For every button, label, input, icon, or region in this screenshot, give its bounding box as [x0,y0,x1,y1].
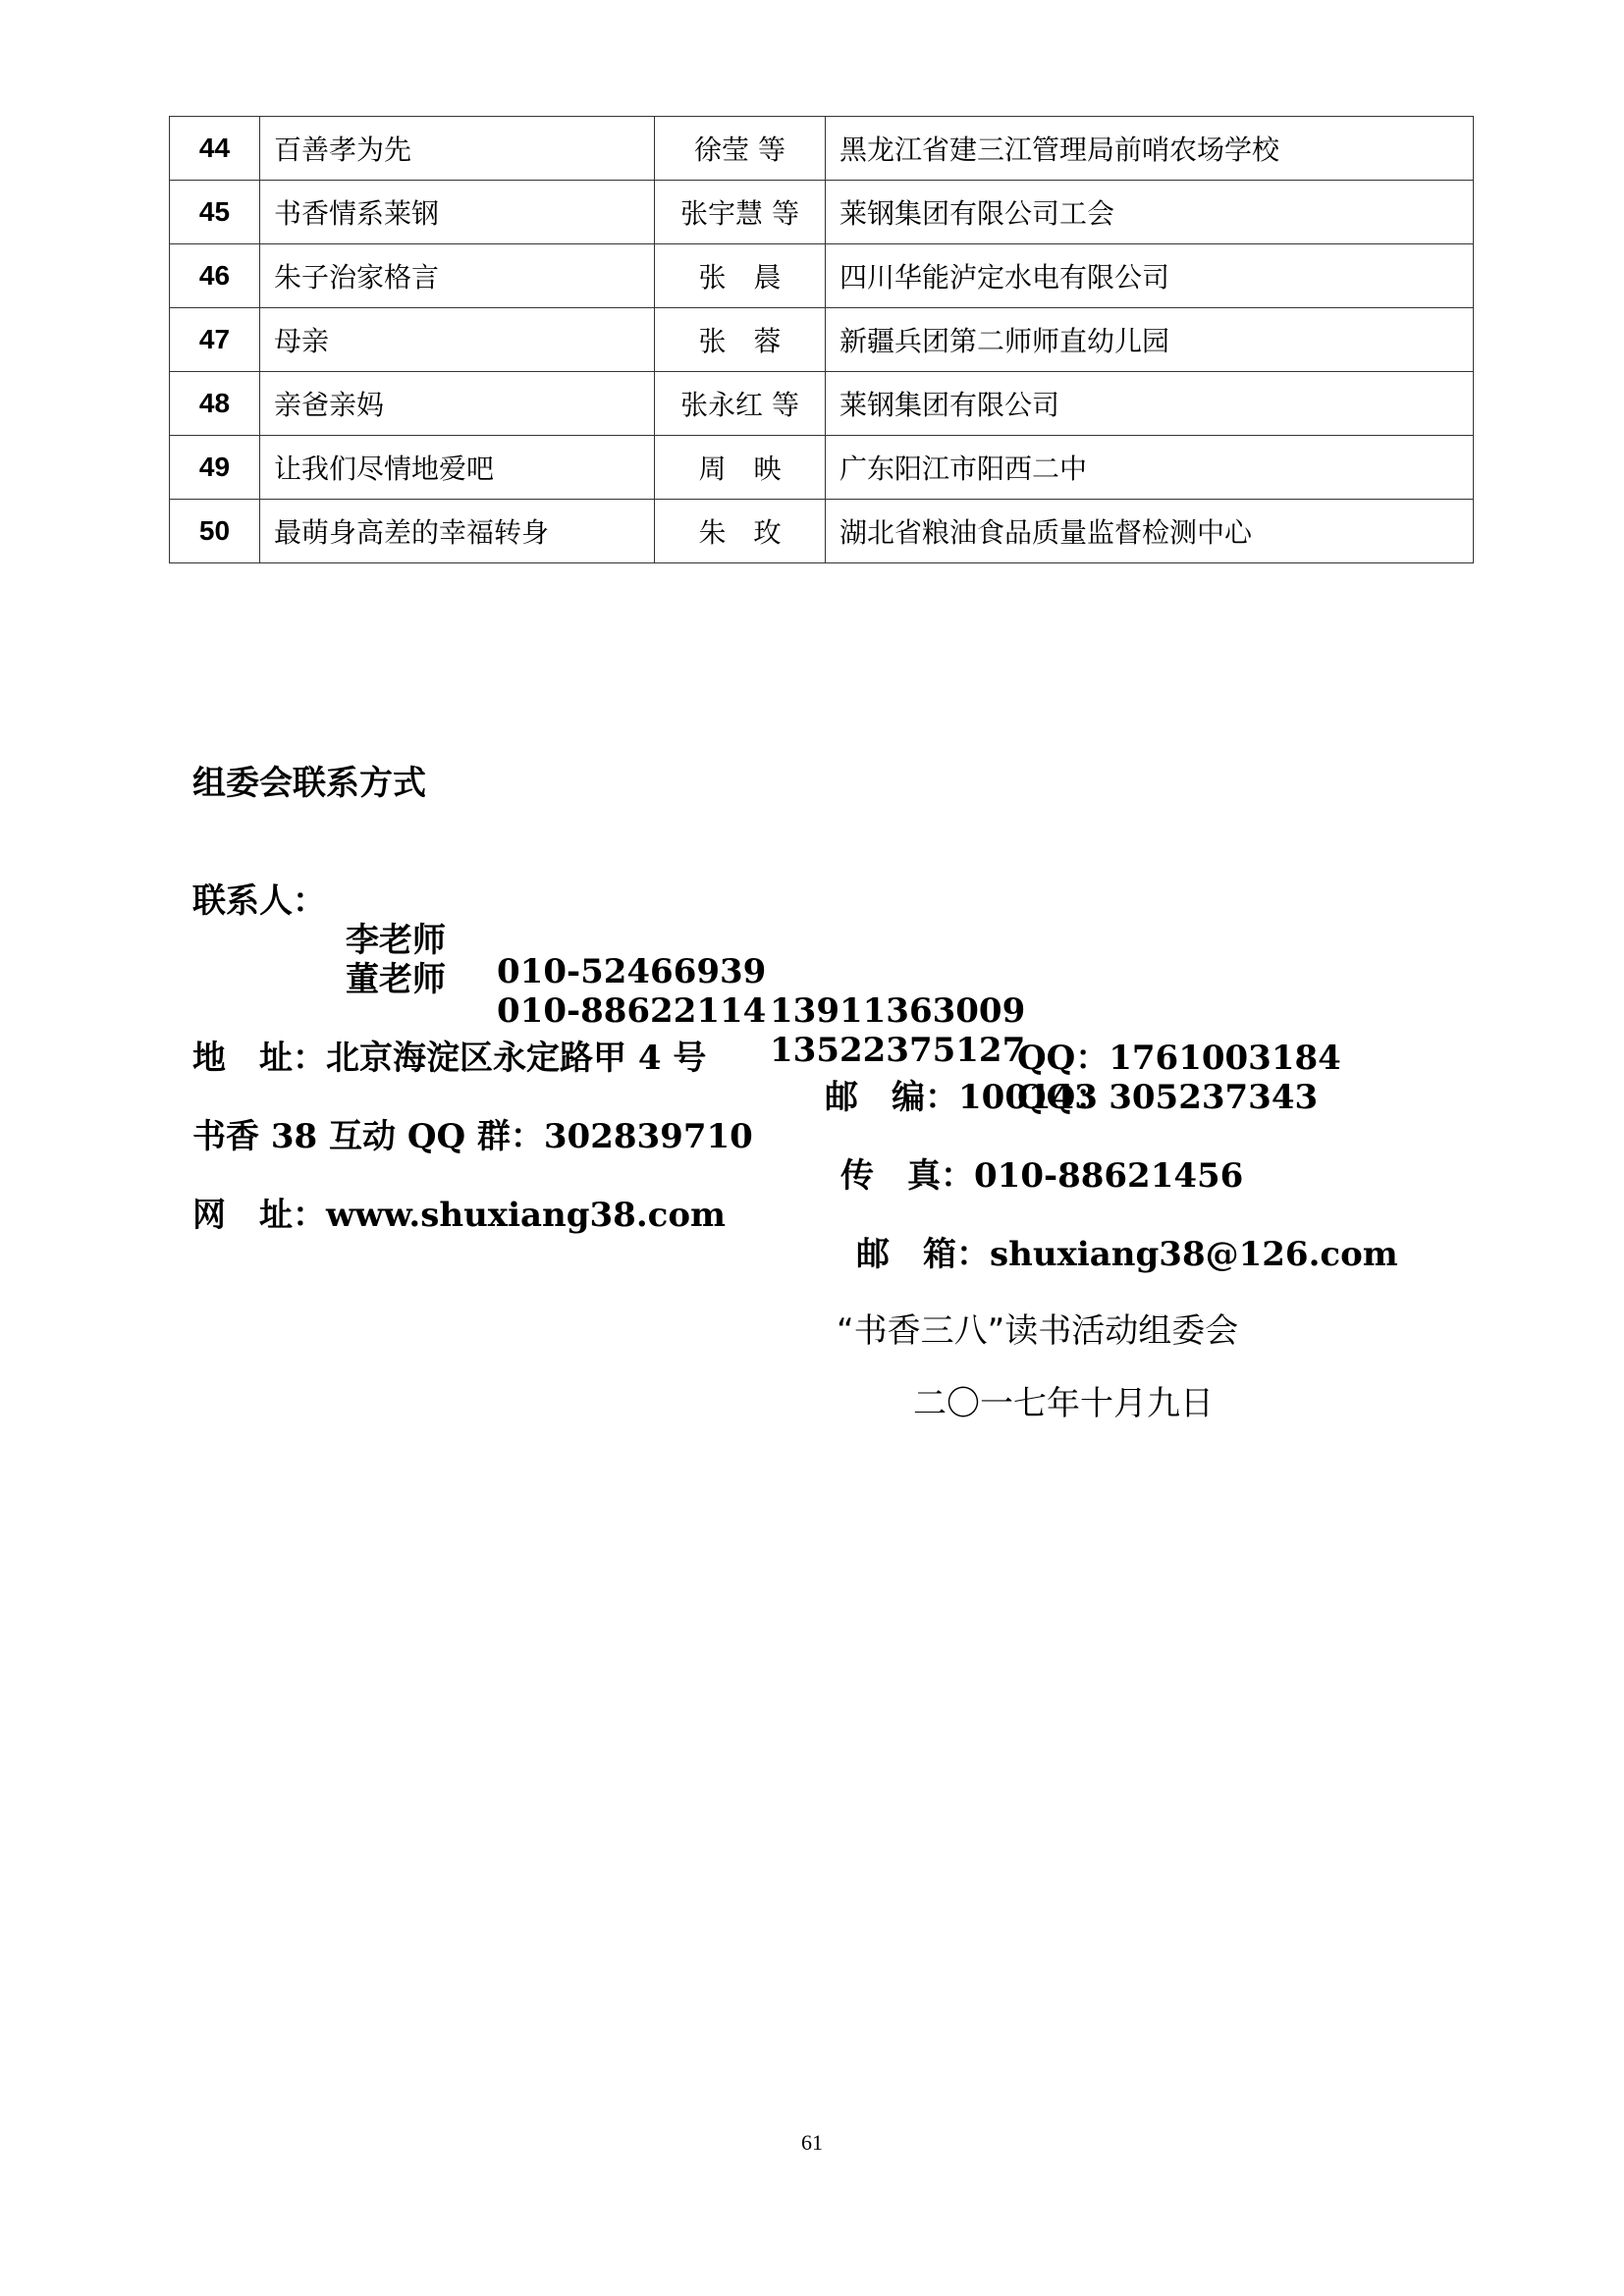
organization: 四川华能泸定水电有限公司 [826,244,1474,308]
work-title: 最萌身高差的幸福转身 [260,500,655,563]
table-row [170,436,1474,500]
contact-heading: 组委会联系方式 [192,764,426,803]
table-row [170,372,1474,436]
author: 朱 玫 [655,500,826,563]
signature-organization: “书香三八”读书活动组委会 [837,1311,1239,1351]
row-number: 45 [170,181,260,244]
author: 张 晨 [655,244,826,308]
contact-name: 李老师 [346,921,446,960]
contact-phone: 010-88622114 [497,991,767,1031]
row-number: 47 [170,308,260,372]
contact-qq: QQ：305237343 [1017,1078,1319,1117]
work-title: 朱子治家格言 [260,244,655,308]
contact-person-label: 联系人： [192,881,326,921]
table-row [170,117,1474,181]
author: 徐莹 等 [655,117,826,181]
work-title: 书香情系莱钢 [260,181,655,244]
page-number: 61 [801,2130,823,2155]
contact-qq: QQ：1761003184 [1017,1039,1341,1078]
contact-qqgroup-row [192,1070,1272,1196]
organization: 黑龙江省建三江管理局前哨农场学校 [826,117,1474,181]
table-row [170,181,1474,244]
qq-group: 书香 38 互动 QQ 群：302839710 [192,1117,753,1156]
contact-mobile: 13522375127 [770,1031,1026,1070]
row-number: 46 [170,244,260,308]
table-row [170,244,1474,308]
work-title: 百善孝为先 [260,117,655,181]
contact-web-row [192,1148,1398,1274]
organization: 新疆兵团第二师师直幼儿园 [826,308,1474,372]
author: 周 映 [655,436,826,500]
author: 张 蓉 [655,308,826,372]
organization: 莱钢集团有限公司工会 [826,181,1474,244]
contact-phone: 010-52466939 [497,952,767,991]
signature-date: 二〇一七年十月九日 [913,1384,1214,1423]
address: 地 址：北京海淀区永定路甲 4 号 [192,1039,707,1078]
postcode: 邮 编：100143 [825,1078,1098,1117]
work-title: 亲爸亲妈 [260,372,655,436]
organization: 广东阳江市阳西二中 [826,436,1474,500]
table-row [170,308,1474,372]
contact-name: 董老师 [346,960,446,999]
work-title: 让我们尽情地爱吧 [260,436,655,500]
row-number: 49 [170,436,260,500]
award-table [169,116,1474,563]
organization: 湖北省粮油食品质量监督检测中心 [826,500,1474,563]
website: 网 址：www.shuxiang38.com [192,1196,727,1235]
contact-mobile: 13911363009 [770,991,1026,1031]
fax: 传 真：010-88621456 [840,1156,1244,1196]
author: 张宇慧 等 [655,181,826,244]
author: 张永红 等 [655,372,826,436]
row-number: 48 [170,372,260,436]
row-number: 44 [170,117,260,181]
award-table-body [170,117,1474,563]
work-title: 母亲 [260,308,655,372]
table-row [170,500,1474,563]
row-number: 50 [170,500,260,563]
email: 邮 箱：shuxiang38@126.com [856,1235,1398,1274]
organization: 莱钢集团有限公司 [826,372,1474,436]
